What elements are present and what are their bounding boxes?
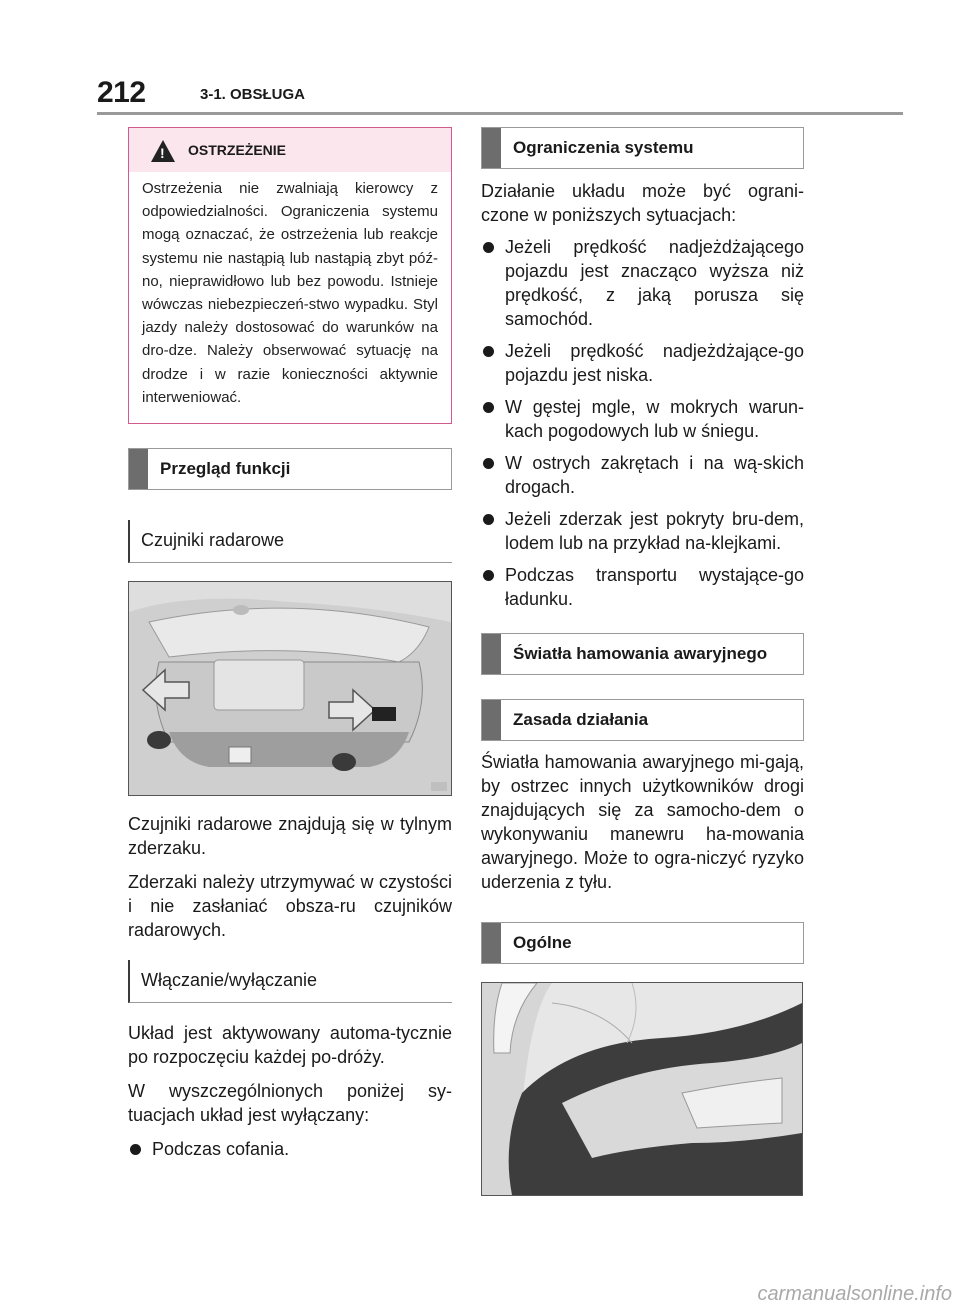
list-item: W gęstej mgle, w mokrych warun-kach pogodowych lub w śniegu.	[481, 395, 804, 443]
list-item: W ostrych zakrętach i na wą-skich drogach.	[481, 451, 804, 499]
subheading-radar-sensors-label: Czujniki radarowe	[141, 530, 285, 551]
warning-title: OSTRZEŻENIE	[188, 142, 287, 158]
subheading-on-off	[128, 960, 452, 1003]
list-item: Jeżeli prędkość nadjeżdżające-go pojazdu jest niska.	[481, 339, 804, 387]
heading-emergency-brake-lights-label: Światła hamowania awaryjnego	[513, 644, 768, 663]
heading-general	[481, 922, 804, 964]
section-title: 3-1. OBSŁUGA	[200, 86, 306, 103]
rear-bumper-image	[128, 581, 452, 796]
heading-general-label: Ogólne	[513, 933, 572, 952]
system-limits-bullet-list	[481, 235, 804, 611]
list-item: Podczas transportu wystające-go ładunku.	[481, 563, 804, 611]
warning-triangle-icon	[151, 140, 175, 162]
page-number: 212	[97, 76, 146, 109]
header-divider	[97, 112, 903, 115]
right-column	[481, 127, 804, 1196]
heading-overview	[128, 448, 452, 490]
heading-system-limits-label: Ograniczenia systemu	[513, 138, 694, 157]
page-header	[0, 0, 960, 116]
mirror-indicator-image	[481, 982, 803, 1196]
on-off-text-1: Układ jest aktywowany automa-tycznie po rozpoczęciu każdej po-dróży.	[128, 1023, 452, 1068]
mirror-indicator-illustration	[482, 983, 802, 1195]
heading-system-limits	[481, 127, 804, 169]
system-limits-intro: Działanie układu może być ograni-czone w poniższych sytuacjach:	[481, 181, 804, 225]
on-off-text-2: W wyszczególnionych poniżej sy-tuacjach układ jest wyłączany:	[128, 1081, 452, 1126]
list-item: Jeżeli zderzak jest pokryty bru-dem, lodem lub na przykład na-klejkami.	[481, 507, 804, 555]
warning-header	[129, 128, 451, 172]
list-item: Podczas cofania.	[128, 1137, 452, 1161]
heading-operating-principle-label: Zasada działania	[513, 710, 649, 729]
watermark: carmanualsonline.info	[757, 1283, 952, 1305]
warning-text: Ostrzeżenia nie zwalniają kierowcy z odpowiedzialności. Ograniczenia systemu mogą oznaczać, że ostrzeżenia lub reakcje systemu nie nastąpią lub nastąpią zbyt póź-no, nieprawidłowo lub bez powodu. Istnieje wówczas niebezpieczeń-stwo wypadku. Styl jazdy należy dostosować do warunków na dro-dze. Należy obserwować sytuację na drodze i w razie konieczności aktywnie interweniować.	[142, 180, 438, 406]
rear-bumper-illustration	[129, 582, 451, 795]
on-off-bullet-list	[128, 1137, 452, 1161]
operating-principle-text: Światła hamowania awaryjnego mi-gają, by ostrzec innych użytkowników drogi znajdujących się za samocho-dem o wykonywaniu manewru ha-mowania awaryjnego. Może to ogra-niczyć ryzyko uderzenia z tyłu.	[481, 752, 804, 892]
subheading-radar-sensors	[128, 520, 452, 563]
radar-sensors-text-1: Czujniki radarowe znajdują się w tylnym zderzaku.	[128, 814, 452, 859]
list-item: Jeżeli prędkość nadjeżdżającego pojazdu jest znacząco wyższa niż prędkość, z jaką porusza się samochód.	[481, 235, 804, 331]
left-column	[128, 127, 452, 1169]
radar-sensors-text-2: Zderzaki należy utrzymywać w czystości i nie zasłaniać obsza-ru czujników radarowych.	[128, 872, 452, 941]
heading-overview-label: Przegląd funkcji	[160, 459, 291, 479]
warning-box	[128, 127, 452, 424]
heading-emergency-brake-lights	[481, 633, 804, 675]
heading-operating-principle	[481, 699, 804, 741]
subheading-on-off-label: Włączanie/wyłączanie	[141, 970, 318, 991]
